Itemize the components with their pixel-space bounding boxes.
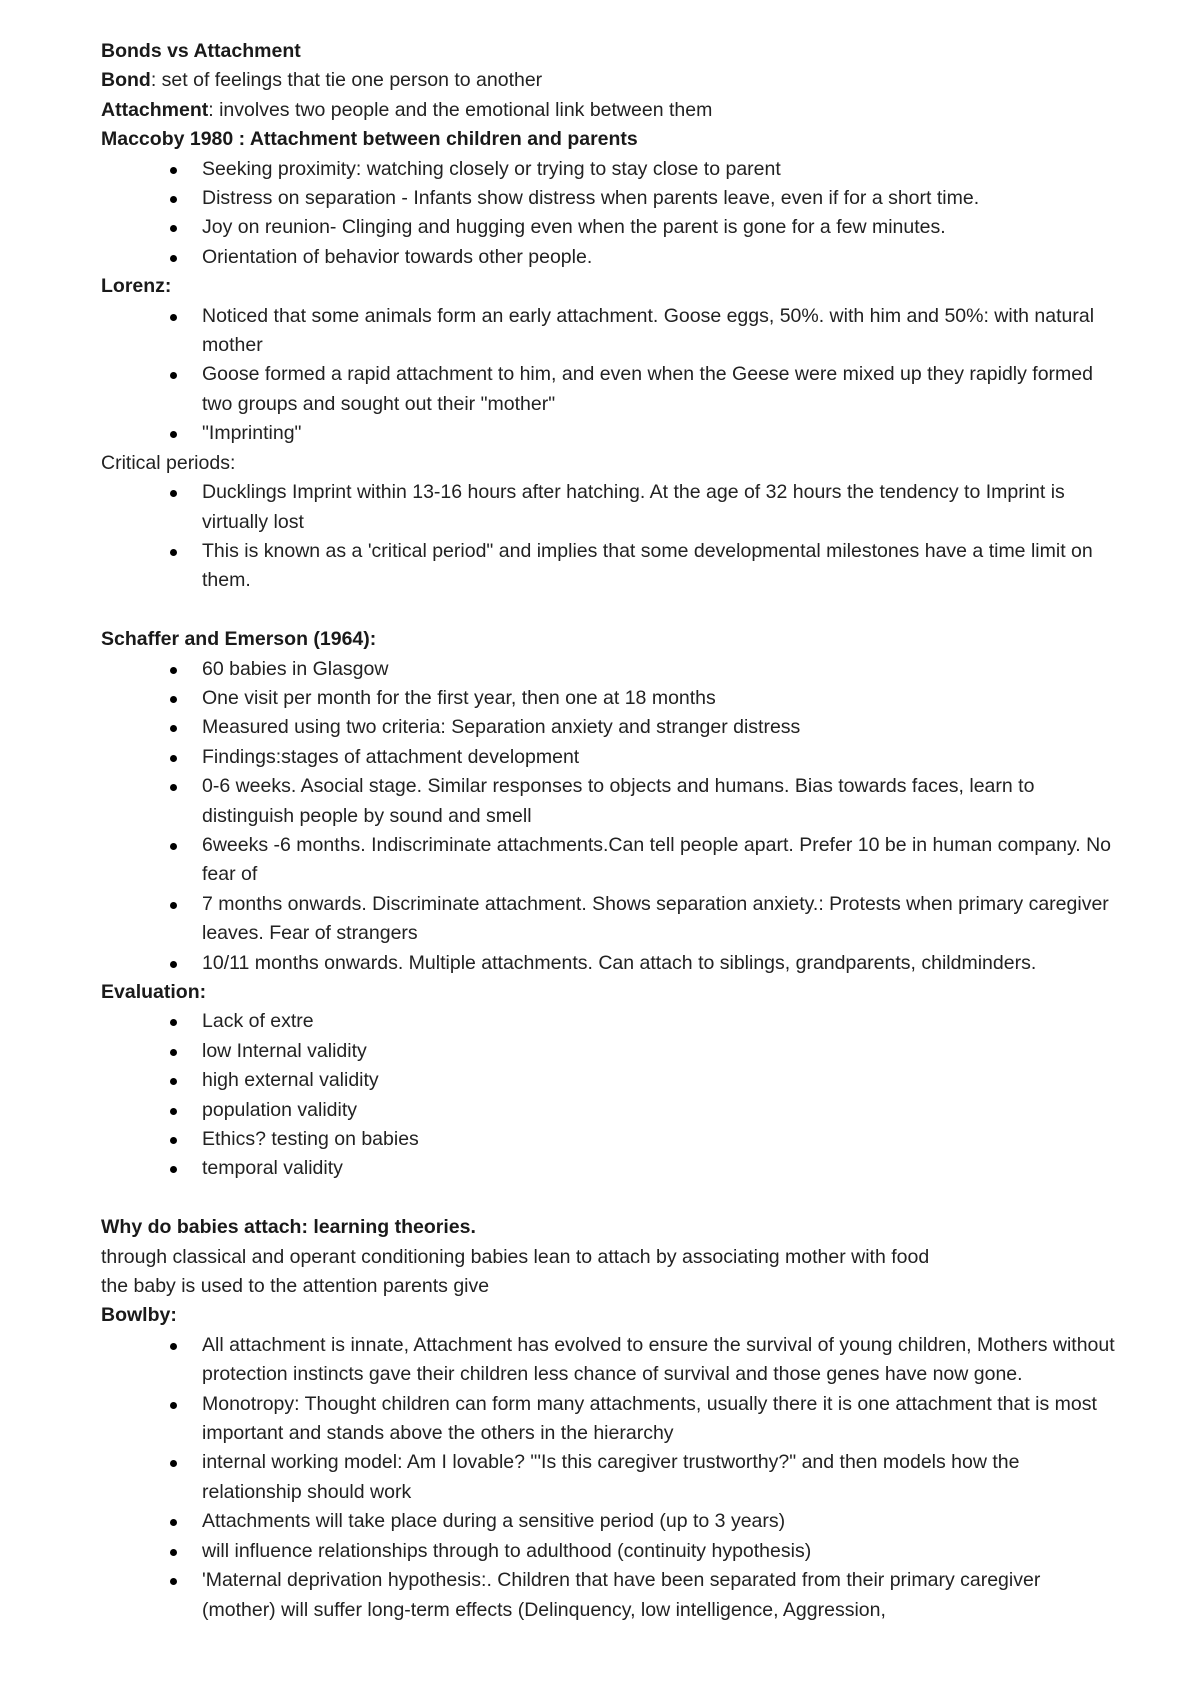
list-item: 'Maternal deprivation hypothesis:. Children that have been separated from their primary caregiver (mother) will suffer long-term effects (Delinquency, low intelligence, Aggression, [101,1566,1115,1625]
list-item: population validity [101,1096,1115,1125]
learning-text-2: the baby is used to the attention parents give [101,1275,490,1298]
list-item: Measured using two criteria: Separation anxiety and stranger distress [101,713,1115,742]
critical-list [101,478,1140,596]
list-item: Orientation of behavior towards other people. [101,243,1115,272]
list-item: All attachment is innate, Attachment has evolved to ensure the survival of young children, Mothers without protection instincts gave their children less chance of survival and those genes have now gone. [101,1331,1115,1390]
list-item: Distress on separation - Infants show distress when parents leave, even if for a short time. [101,184,1115,213]
learning-text-1: through classical and operant conditioning babies lean to attach by associating mother with food [101,1245,930,1268]
critical-heading: Critical periods: [101,451,236,474]
list-item: Monotropy: Thought children can form many attachments, usually there it is one attachment that is most important and stands above the others in the hierarchy [101,1390,1115,1449]
list-item: 10/11 months onwards. Multiple attachments. Can attach to siblings, grandparents, childminders. [101,949,1115,978]
blank-line [101,1184,1140,1213]
list-item: internal working model: Am I lovable? "'Is this caregiver trustworthy?" and then models how the relationship should work [101,1448,1115,1507]
attachment-definition [101,96,1140,125]
bond-definition [101,66,1140,95]
bowlby-list [101,1331,1140,1625]
bowlby-heading: Bowlby: [101,1304,177,1327]
list-item: high external validity [101,1066,1115,1095]
list-item: Noticed that some animals form an early attachment. Goose eggs, 50%. with him and 50%: with natural mother [101,302,1115,361]
schaffer-heading: Schaffer and Emerson (1964): [101,628,377,651]
attachment-term: Attachment [101,98,209,121]
list-item: 6weeks -6 months. Indiscriminate attachments.Can tell people apart. Prefer 10 be in human company. No fear of [101,831,1115,890]
lorenz-list [101,302,1140,449]
list-item: temporal validity [101,1154,1115,1183]
list-item: Ducklings Imprint within 13-16 hours after hatching. At the age of 32 hours the tendency to Imprint is virtually lost [101,478,1115,537]
list-item: Lack of extre [101,1007,1115,1036]
attachment-def-text: : involves two people and the emotional link between them [208,98,713,121]
list-item: Seeking proximity: watching closely or trying to stay close to parent [101,155,1115,184]
bonds-title: Bonds vs Attachment [101,40,301,62]
list-item: 60 babies in Glasgow [101,655,1115,684]
evaluation-list [101,1007,1140,1183]
list-item: Goose formed a rapid attachment to him, and even when the Geese were mixed up they rapidly formed two groups and sought out their "mother" [101,360,1115,419]
list-item: 0-6 weeks. Asocial stage. Similar responses to objects and humans. Bias towards faces, learn to distinguish people by sound and smell [101,772,1115,831]
list-item: low Internal validity [101,1037,1115,1066]
list-item: Joy on reunion- Clinging and hugging even when the parent is gone for a few minutes. [101,213,1115,242]
list-item: Ethics? testing on babies [101,1125,1115,1154]
list-item: This is known as a 'critical period" and implies that some developmental milestones have a time limit on them. [101,537,1115,596]
list-item: Findings:stages of attachment development [101,743,1115,772]
evaluation-heading: Evaluation: [101,980,207,1003]
maccoby-list [101,155,1140,273]
lorenz-heading: Lorenz: [101,275,172,298]
list-item: "Imprinting" [101,419,1115,448]
learning-heading: Why do babies attach: learning theories. [101,1216,476,1239]
list-item: Attachments will take place during a sensitive period (up to 3 years) [101,1507,1115,1536]
list-item: will influence relationships through to adulthood (continuity hypothesis) [101,1537,1115,1566]
blank-line [101,596,1140,625]
bond-def-text: : set of feelings that tie one person to another [150,69,543,92]
bond-term: Bond [101,69,151,92]
schaffer-list [101,655,1140,978]
maccoby-heading: Maccoby 1980 : Attachment between children and parents [101,128,638,151]
list-item: 7 months onwards. Discriminate attachment. Shows separation anxiety.: Protests when primary caregiver leaves. Fear of strangers [101,890,1115,949]
list-item: One visit per month for the first year, then one at 18 months [101,684,1115,713]
